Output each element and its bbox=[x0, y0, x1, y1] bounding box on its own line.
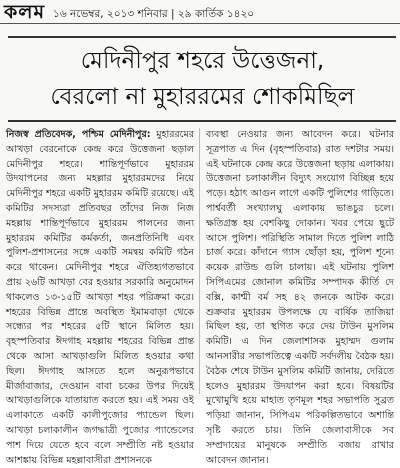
dateline: ১৬ নভেম্বর, ২০১৩ শনিবার | ২৯ কার্তিক ১৪২০ bbox=[53, 8, 255, 20]
byline: নিজস্ব প্রতিবেদক, পশ্চিম মেদিনীপুর: bbox=[6, 129, 151, 140]
article-text-left: মুহাররমের আখড়া বেরনোকে কেন্দ্র করে উত্তেজনা ছড়াল মেদিনীপুর শহরে। শান্তিপূর্ণভাবে মুহাররম উদযাপনের জন্য মহল্লার মুহাররমদের নিয়ে মেদিনীপুর শহরে একটি মুহাররম কমিটি রয়েছে। এই কমিটির সদস্যরা প্রতিবছর তাঁদের নিজ নিজ মহল্লায় শান্তিপূর্ণভাবে মুহাররম পালনের জন্য মুহাররম কমিটির কর্মকর্তা, জনপ্রতিনিধি এবং পুলিশ-প্রশাসনের সঙ্গে একটি সমন্বয় কমিটি গঠন করে থাকেন। মেদিনীপুর শহরে ঐতিহ্যগতভাবে প্রায় ২৬টি আখড়া বের হওয়ার সরকারি অনুমোদন থাকলেও ১৩-১৫টি আখড়া শহর পরিক্রমা করে। শহরের বিভিন্ন প্রান্তে অবস্থিত ইমামবাড়া থেকে সন্ধ্যের পর শহরের ৫টি স্থানে মিলিত হয়। বৃহস্পতিবার ঈদগাহ মহল্লায় শহরের বিভিন্ন প্রান্ত থেকে আসা আখড়াগুলি মিলিত হওয়ার কথা ছিল। ঈদগাহ আসতে হলে অনুরূপভাবে মীর্জাবাজার, দেওয়ান বাবা চকের উপর দিয়েই আখড়াগুলিকে যাতায়াত করতে হয়। এই সময় ওই এলাকাতে একটি কালীপুজোর প্যান্ডেল ছিল। আখড়া চলাকালীন জগদ্ধাত্রী পুজোর প্যান্ডেলের পাশ দিয়ে যেতে হবে বলে সম্প্রীতি নষ্ট হওয়ার আশঙ্কায় বিভিন্ন মহল্লাবাসীরা প্রশাসনকে bbox=[6, 129, 194, 466]
newspaper-logo: কলম bbox=[4, 1, 45, 23]
headline-bottom-rule bbox=[8, 120, 396, 122]
article-column-right bbox=[206, 128, 394, 466]
article-column-left bbox=[6, 128, 194, 466]
headline-line-2: বেরলো না মুহাররমের শোকমিছিল bbox=[50, 84, 355, 110]
headline bbox=[10, 38, 395, 120]
masthead bbox=[0, 0, 400, 24]
headline-line-1: মেদিনীপুর শহরে উত্তেজনা, bbox=[80, 48, 325, 74]
column-divider bbox=[199, 128, 200, 394]
article-text-right: ব্যবস্থা নেওয়ার জন্য আবেদন করে। ঘটনার সূত্রপাত এ দিন (বৃহস্পতিবার) রাত দশটার সময়। এই ঘটনাকে কেন্দ্র করে উত্তেজনা ছড়ায় এলাকায়। উত্তেজনা চলাকালীন বিদ্যুৎ সংযোগ বিচ্ছিন্ন হয়ে পড়ে। হঠাৎ আগুন লাগে একটি পুলিশের গাড়িতে। পার্শ্ববর্তী সংখ্যালঘু এলাকায় ভাঙচুর চলে। ক্ষতিগ্রস্ত হয় বেশকিছু দোকান। খবর পেয়ে ছুটে আসে পুলিশ। পরিস্থিতি সামাল দিতে পুলিশ লাঠি চার্জ করে। কাঁদানে গ্যাস ছোঁড়া হয়, পুলিশ শূন্যে কয়েক রাউন্ড গুলি চালায়। এই ঘটনায় পুলিশ সিপিএমের জোনাল কমিটির সম্পাদক কীর্তি দে বক্সি, কাশ্মী বর্ম সহ ৪২ জনকে আটক করে। শুক্রবার মুহাররম উপলক্ষে যে বার্ষিক তাজিয়া মিছিল হয়, তা স্থগিত করে দেয় টাউন মুসলিম কমিটি। এ দিন জেলাশাসক মুহাম্মদ গুলাম আনসারীর সভাপতিত্বে একটি সর্বদলীয় বৈঠক হয়। বৈঠক শেষে টাউন মুসলিম কমিটি জানায়, দেরিতে হলেও মুহাররম উদযাপন করা হবে। বিষয়টির মুখোমুখি হয়ে মাহাত তৃণমূল শহর সভাপতি সুব্রত পড়িয়া জানান, সিপিএম পরিকল্পিতভাবে অশান্তি সৃষ্টি করতে চায়। তিনি জেলাবাসীকে সব সম্প্রদায়ের মানুষকে সম্প্রীতি বজায় রাখার আবেদন জানান। bbox=[206, 129, 394, 466]
